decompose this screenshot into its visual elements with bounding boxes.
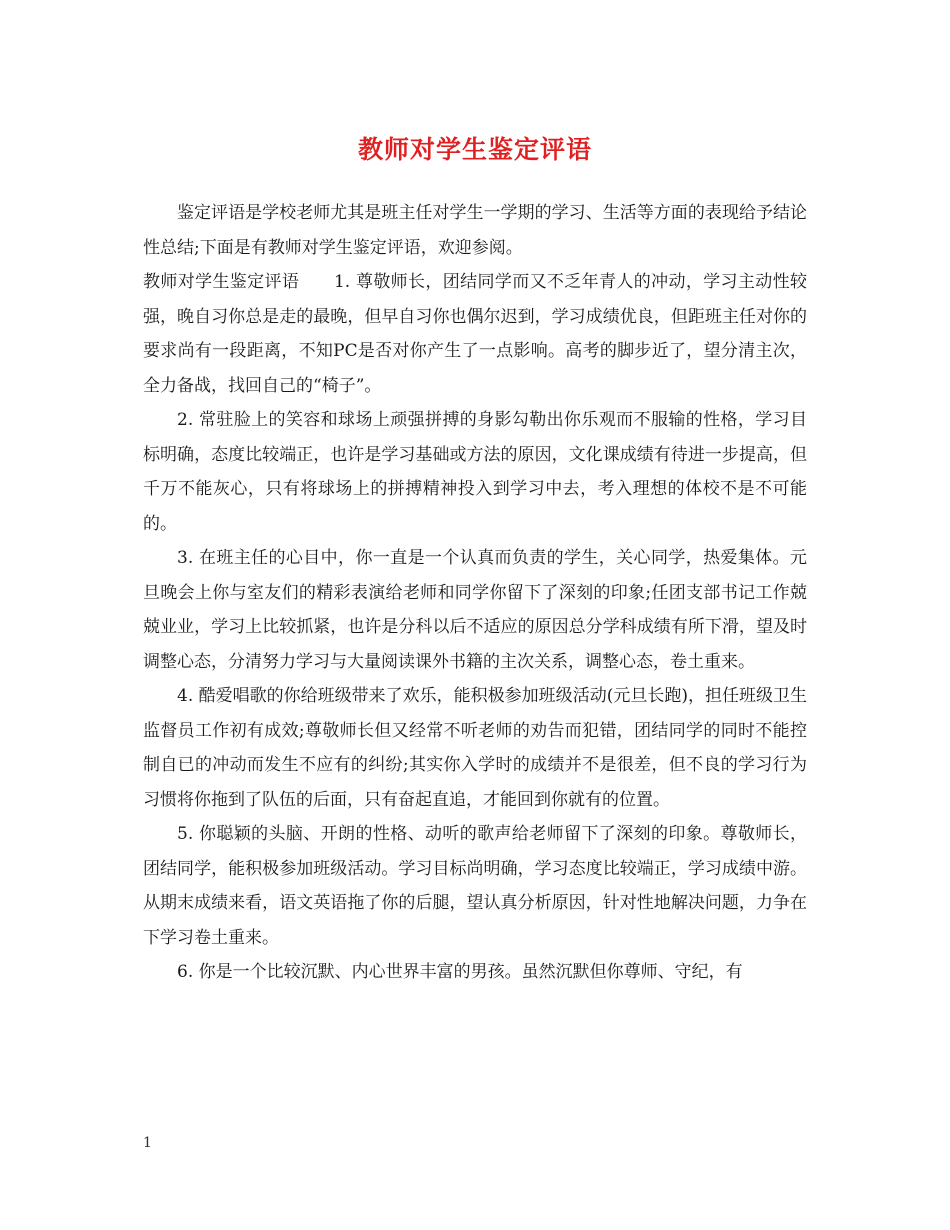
- intro-paragraph: 鉴定评语是学校老师尤其是班主任对学生一学期的学习、生活等方面的表现给予结论性总结;下面是有教师对学生鉴定评语，欢迎参阅。: [143, 203, 807, 258]
- comment-paragraph-3: 3. 在班主任的心目中，你一直是一个认真而负责的学生，关心同学，热爱集体。元旦晚会上你与室友们的精彩表演给老师和同学你留下了深刻的印象;任团支部书记工作兢兢业业，学习上比较抓紧，也许是分科以后不适应的原因总分学科成绩有所下滑，望及时调整心态，分清努力学习与大量阅读课外书籍的主次关系，调整心态，卷土重来。: [143, 548, 807, 672]
- document-title: 教师对学生鉴定评语: [357, 135, 592, 164]
- comment-paragraph-5: 5. 你聪颖的头脑、开朗的性格、动听的歌声给老师留下了深刻的印象。尊敬师长，团结同学，能积极参加班级活动。学习目标尚明确，学习态度比较端正，学习成绩中游。从期末成绩来看，语文英语拖了你的后腿，望认真分析原因，针对性地解决问题，力争在下学习卷土重来。: [143, 824, 807, 948]
- document-body: [143, 196, 807, 990]
- page-number: 1: [143, 1135, 152, 1151]
- comment-paragraph-2: 2. 常驻脸上的笑容和球场上顽强拼搏的身影勾勒出你乐观而不服输的性格，学习目标明确，态度比较端正，也许是学习基础或方法的原因，文化课成绩有待进一步提高，但千万不能灰心，只有将球场上的拼搏精神投入到学习中去，考入理想的体校不是不可能的。: [143, 410, 807, 534]
- comment-paragraph-4: 4. 酷爱唱歌的你给班级带来了欢乐，能积极参加班级活动(元旦长跑)，担任班级卫生监督员工作初有成效;尊敬师长但又经常不听老师的劝告而犯错，团结同学的同时不能控制自已的冲动而发生不应有的纠纷;其实你入学时的成绩并不是很差，但不良的学习行为习惯将你拖到了队伍的后面，只有奋起直追，才能回到你就有的位置。: [143, 686, 807, 810]
- comment-paragraph-6: 6. 你是一个比较沉默、内心世界丰富的男孩。虽然沉默但你尊师、守纪，有: [177, 962, 743, 982]
- comment-paragraph-1: 教师对学生鉴定评语 1. 尊敬师长，团结同学而又不乏年青人的冲动，学习主动性较强，晚自习你总是走的最晚，但早自习你也偶尔迟到，学习成绩优良，但距班主任对你的要求尚有一段距离，不知PC是否对你产生了一点影响。高考的脚步近了，望分清主次，全力备战，找回自己的“椅子”。: [143, 272, 807, 396]
